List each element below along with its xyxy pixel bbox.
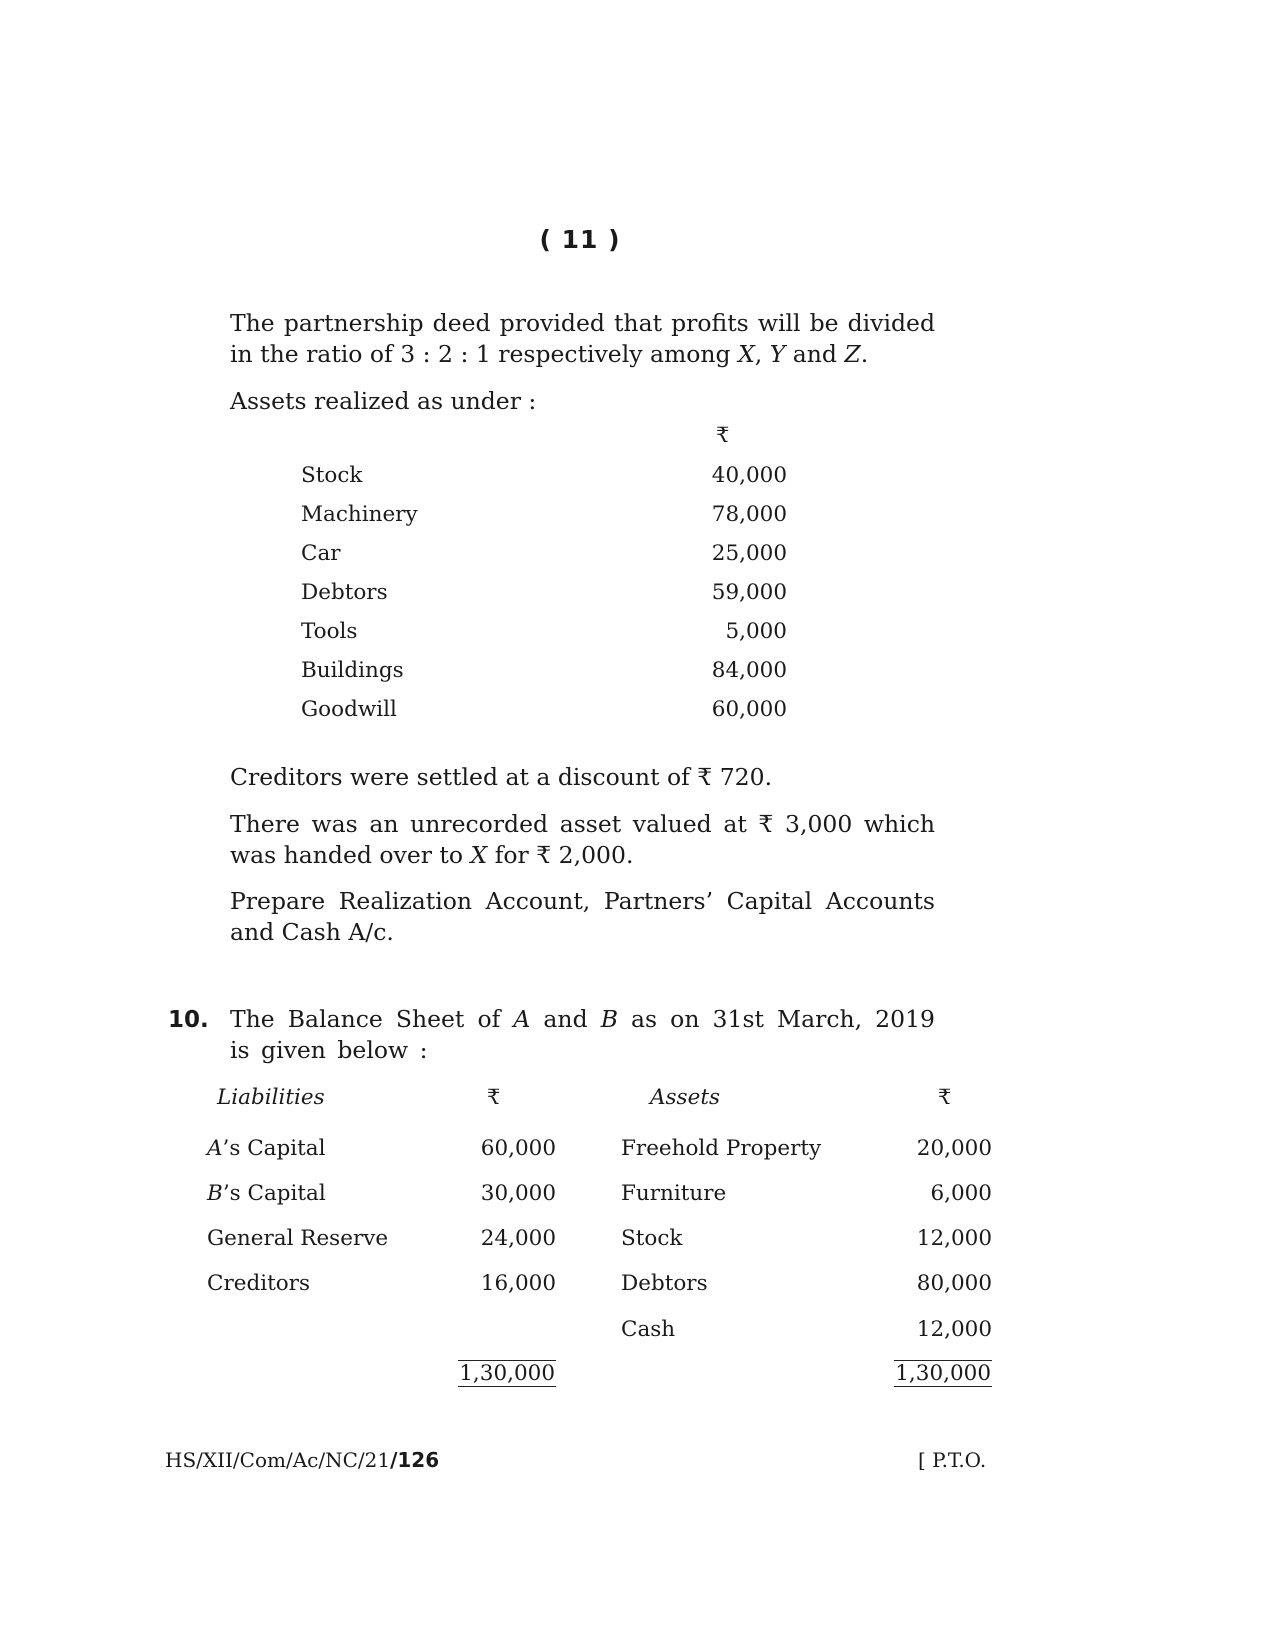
- asset-label: Furniture: [621, 1181, 727, 1206]
- rupee-icon: ₹: [716, 423, 730, 447]
- asset-value: 20,000: [916, 1136, 992, 1161]
- list-item-label: Buildings: [301, 658, 404, 683]
- asset-label: Stock: [621, 1226, 683, 1251]
- liability-value: 30,000: [480, 1181, 556, 1206]
- question-line-1: The Balance Sheet of A and B as on 31st March, 2019: [230, 1005, 935, 1033]
- page-number: ( 11 ): [539, 225, 621, 254]
- creditors-note: Creditors were settled at a discount of ₹ 720.: [230, 763, 773, 791]
- asset-value: 12,000: [916, 1317, 992, 1342]
- unrecorded-line-2: was handed over to X for ₹ 2,000.: [230, 841, 634, 869]
- list-item-value: 84,000: [711, 658, 787, 683]
- assets-realized-heading: Assets realized as under :: [230, 387, 537, 415]
- list-item-label: Machinery: [301, 502, 418, 527]
- list-item-label: Debtors: [301, 580, 388, 605]
- unrecorded-line-1: There was an unrecorded asset valued at ₹ 3,000 which: [230, 810, 935, 838]
- assets-total: 1,30,000: [895, 1361, 991, 1386]
- asset-value: 6,000: [930, 1181, 992, 1206]
- liabilities-header: Liabilities: [217, 1085, 325, 1110]
- liability-label: B’s Capital: [207, 1181, 326, 1206]
- rupee-icon: ₹: [938, 1085, 952, 1109]
- question-line-2: is given below :: [230, 1036, 428, 1064]
- list-item-value: 59,000: [711, 580, 787, 605]
- list-item-label: Goodwill: [301, 697, 397, 722]
- liability-label: General Reserve: [207, 1226, 389, 1251]
- asset-value: 80,000: [916, 1271, 992, 1296]
- deed-line-2: in the ratio of 3 : 2 : 1 respectively among X, Y and Z.: [230, 340, 869, 368]
- asset-label: Debtors: [621, 1271, 708, 1296]
- prepare-line-1: Prepare Realization Account, Partners’ Capital Accounts: [230, 887, 935, 915]
- deed-line-1: The partnership deed provided that profits will be divided: [230, 309, 935, 337]
- liability-value: 60,000: [480, 1136, 556, 1161]
- question-10-text: [230, 1004, 935, 1066]
- list-item-value: 78,000: [711, 502, 787, 527]
- asset-label: Cash: [621, 1317, 676, 1342]
- asset-label: Freehold Property: [621, 1136, 822, 1161]
- question-number: 10.: [168, 1007, 209, 1033]
- list-item-value: 60,000: [711, 697, 787, 722]
- list-item-value: 5,000: [725, 619, 787, 644]
- list-item-value: 40,000: [711, 463, 787, 488]
- liabilities-total: 1,30,000: [459, 1361, 555, 1386]
- asset-value: 12,000: [916, 1226, 992, 1251]
- liability-value: 24,000: [480, 1226, 556, 1251]
- list-item-label: Car: [301, 541, 341, 566]
- list-item-value: 25,000: [711, 541, 787, 566]
- paper-code: HS/XII/Com/Ac/NC/21/126: [165, 1448, 440, 1472]
- unrecorded-asset-note: [230, 809, 935, 871]
- rupee-icon: ₹: [487, 1085, 501, 1109]
- liability-label: A’s Capital: [207, 1136, 326, 1161]
- pto-marker: [ P.T.O.: [918, 1448, 987, 1472]
- list-item-label: Stock: [301, 463, 363, 488]
- prepare-instruction: [230, 886, 935, 948]
- liability-value: 16,000: [480, 1271, 556, 1296]
- deed-paragraph: [230, 308, 935, 370]
- prepare-line-2: and Cash A/c.: [230, 918, 394, 946]
- list-item-label: Tools: [301, 619, 358, 644]
- liability-label: Creditors: [207, 1271, 310, 1296]
- assets-header: Assets: [650, 1085, 720, 1110]
